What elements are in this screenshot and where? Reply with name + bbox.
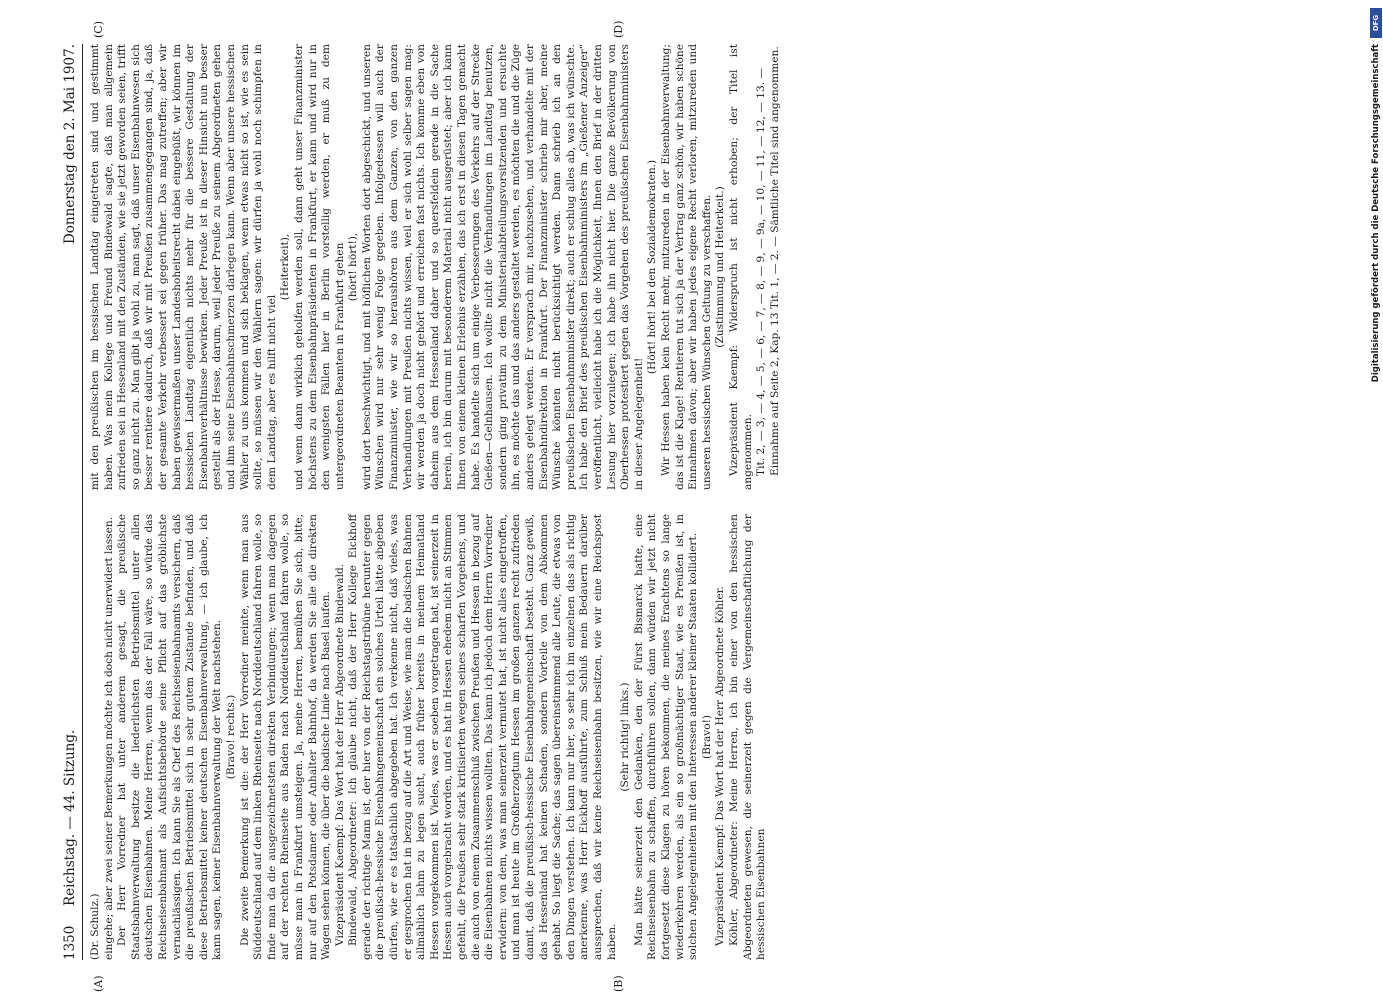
margin-mark-d: (D) <box>612 20 625 38</box>
digitization-note: Digitalisierung gefördert durch die Deutsche Forschungsgemeinschaft <box>1371 44 1381 383</box>
interjection: (Bravo! rechts.) <box>224 694 237 780</box>
left-column <box>89 514 782 960</box>
paragraph: Man hätte seinerzeit den Gedanken, den der Fürst Bismarck hatte, eine Reichseisenbahn zu schaffen, durchführen sollen, dann würden wir jetzt nicht fortgesetzt diese Klagen zu hören bekommen, die meines Erachtens so lange wiederkehren werden, als ein so großmächtiger Staat, wie es Preußen ist, in solchen Angelegenheiten mit den Interessen anderer kleiner Staaten kollidiert. <box>632 514 700 960</box>
paragraph: und wenn dann wirklich geholfen werden soll, dann geht unser Finanzminister höchstens zu dem Eisenbahnpräsidenten in Frankfurt, er kann und wird nur in den wenigsten Fällen hier in Berlin vorstellig werden, er muß zu dem untergeordneten Beamten in Frankfurt gehen <box>292 44 346 490</box>
paragraph: Köhler, Abgeordneter: Meine Herren, ich bin einer von den hessischen Abgeordneten gewesen, die seinerzeit gegen die Vergemeinschaftlichung der hessischen Eisenbahnen <box>727 514 768 960</box>
paragraph: Bindewald, Abgeordneter: Ich glaube nicht, daß der Herr Kollege Eickhoff gerade der richtige Mann ist, der hier von der Reichstagstribüne herunter gegen die preußisch-hessische Eisenbahngemeinschaft ein solches Urteil hätte abgeben dürfen, wie er es tatsächlich abgegeben hat. Ich verkenne nicht, daß vieles, was er gesprochen hat in bezug auf die Art und Weise, wie man die badischen Bahnen allmählich lahm zu legen sucht, auch früher bereits in meinem Heimatland Hessen vorgekommen ist. Vieles, was er soeben vorgetragen hat, ist seinerzeit in Hessen auch vorgebracht worden, und es hat in Hessen ehedem nicht an Stimmen gefehlt, die Preußen sehr stark kritisierten wegen seines scharfen Vorgehens, und die auch von einem Zusammenschluß zwischen Preußen und Hessen in bezug auf die Eisenbahnen nichts wissen wollten. Das kann ich jedoch dem Herrn Vorredner erwidern: von dem, was man seinerzeit vermutet hat, ist nicht alles eingetroffen, und man ist heute im Großherzogtum Hessen im großen ganzen recht zufrieden damit, daß die preußisch-hessische Eisenbahngemeinschaft besteht. Ganz gewiß, das Hessenland hat keinen Schaden, sondern Vorteile von dem Abkommen gehabt. So liegt die Sache; das sagen übereinstimmend alle Leute, die etwas von den Dingen verstehen. Ich kann nur hier, so sehr ich im einzelnen das als richtig anerkenne, was Herr Eickhoff ausführte, zum Schluß mein Bedauern darüber aussprechen, daß wir keine Reichseisenbahn besitzen, wie wir eine Reichspost haben. <box>347 514 618 960</box>
interjection: (Hört! hört! bei den Sozialdemokraten.) <box>646 159 659 375</box>
digitization-strip <box>1370 8 1382 992</box>
paragraph: Vizepräsident Kaempf: Das Wort hat der Herr Abgeordnete Köhler. <box>714 586 727 946</box>
interjection: (hört! hört!), <box>347 232 360 302</box>
paragraph: eingehe; aber zwei seiner Bemerkungen möchte ich doch nicht unerwidert lassen. <box>102 516 115 960</box>
paragraph: (Dr. Schulz.) <box>89 893 101 960</box>
interjection: (Bravo!) <box>700 714 713 760</box>
interjection: (Sehr richtig! links.) <box>619 682 632 792</box>
header-rule <box>82 44 83 960</box>
header-right-title: Donnerstag den 2. Mai 1907. <box>62 44 78 245</box>
paragraph: Vizepräsident Kaempf: Widerspruch ist nicht erhoben; der Titel ist angenommen. <box>727 44 754 490</box>
paragraph: Wir Hessen haben kein Recht mehr, mitzureden in der Eisenbahnverwaltung; das ist die Klage! Rentieren tut sich ja der Vertrag ganz schön, wir haben schöne Einnahmen davon; aber wir haben jedes eigene Recht verloren, mitzureden und unseren hessischen Wünschen Geltung zu verschaffen. <box>659 44 713 490</box>
paragraph: Tit. 2, — 3, — 4, — 5, — 6, — 7, — 8, — 9, — 9a, — 10, — 11, — 12, — 13. — <box>755 67 768 476</box>
dfg-logo: DFG <box>1370 8 1382 38</box>
text-columns <box>89 44 782 960</box>
margin-mark-a: (A) <box>92 975 105 992</box>
margin-mark-b: (B) <box>612 975 625 992</box>
interjection: (Zustimmung und Heiterkeit.) <box>714 186 727 348</box>
paragraph: Vizepräsident Kaempf: Das Wort hat der Herr Abgeordnete Bindewald. <box>333 563 346 946</box>
paragraph: Die zweite Bemerkung ist die: der Herr Vorredner meinte, wenn man aus Süddeutschland auf dem linken Rheinseite nach Norddeutschland fahren wolle, so finde man da die ausgezeichnetsten direkten Verbindungen; wenn man dagegen auf der rechten Rheinseite aus Baden nach Norddeutschland fahren wolle, so müsse man in Frankfurt umsteigen. Ja, meine Herren, bemühen Sie sich, bitte, nur auf den Potsdamer oder Anhalter Bahnhof, da werden Sie alle die direkten Wagen sehen können, die über die badische Linie nach Basel laufen. <box>238 514 333 960</box>
paragraph: wird dort beschwichtigt, und mit höflichen Worten dort abgeschickt, und unseren Wünschen wird nur sehr wenig Folge gegeben. Infolgedessen will auch der Finanzminister, wie wir so heraushören aus dem Ganzen, von den ganzen Verhandlungen mit Preußen nichts wissen, weil er sich wohl selber sagen mag: wir werden ja doch nicht gehört und erreichen fast nichts. Ich komme eben von daheim aus dem Hessenland daher und so quersfeldein gerade in die Sache herein, ich bin darum mit besonderem Material nicht ausgerüstet; aber ich kann Ihnen von einem kleinen Erlebnis erzählen, das ich erst in diesen Tagen gemacht habe. Es handelte sich um einige Verbesserungen des Verkehrs auf der Strecke Gießen—Gelnhausen. Ich wollte nicht die Verhandlungen im Landtag benutzen, sondern ging privatim zu dem Ministerialabteilungsvorsitzenden und ersuchte ihn, es möchte das und das anders gestaltet werden, es möchten die und die Züge anders gelegt werden. Er versprach mir, nachzusehen, und verhandelte mit der Eisenbahndirektion in Frankfurt. Der Finanzminister schrieb mir aber, meine Wünsche könnten nicht berücksichtigt werden. Dann schrieb ich an den preußischen Eisenbahnminister direkt; auch er schlug alles ab, was ich wünschte. Ich habe den Brief des preußischen Eisenbahnministers im „Gießener Anzeiger“ veröffentlicht, vielleicht habe ich die Möglichkeit, Ihnen den Brief in der dritten Lesung hier vorzulegen; ich habe ihn nicht hier. Die ganze Bevölkerung von Oberhessen protestiert gegen das Vorgehen des preußischen Eisenbahnministers in dieser Angelegenheit! <box>360 44 645 490</box>
margin-mark-c: (C) <box>92 21 105 38</box>
running-header <box>62 44 79 960</box>
page-number: 1350 <box>62 925 78 960</box>
paragraph: Einnahme auf Seite 2, Kap. 13 Tit. 1, — 2. — Sämtliche Titel sind angenommen. <box>768 46 781 476</box>
paragraph: Der Herr Vorredner hat unter anderem gesagt, die preußische Staatsbahnverwaltung besitze die liederlichsten Betriebsmittel unter allen deutschen Eisenbahnen. Meine Herren, wenn das der Fall wäre, so würde das Reichseisenbahnamt als Aufsichtsbehörde seine Pflicht auf das gröblichste vernachlässigen. Ich kann Sie als Chef des Reichseisenbahnamts versichern, daß die preußischen Betriebsmittel sich in sehr gutem Zustande befinden, und daß diese Betriebsmittel keiner deutschen Eisenbahnverwaltung, — ich glaube, ich kann sagen, keiner Eisenbahnverwaltung der Welt nachstehen. <box>116 514 224 960</box>
interjection: (Heiterkeit), <box>279 233 292 301</box>
paragraph: mit den preußischen im hessischen Landtag eingetreten sind und gestimmt haben. Was mein Kollege und Freund Bindewald sagte, daß man allgemein zufrieden sei in Hessenland mit den Zuständen, wie sie jetzt geworden seien, trifft so ganz nicht zu. Man gibt ja wohl zu, man sagt, daß unser Eisenbahnwesen sich besser rentiere dadurch, daß wir mit Preußen zusammengegangen sind, ja, daß der gesamte Verkehr verbessert sei gegen früher. Das mag zutreffen; aber wir haben gewissermaßen unser Landeshoheitsrecht dabei eingebüßt, wir können im hessischen Landtag eigentlich nichts mehr für die bessere Gestaltung der Eisenbahnverhältnisse bewirken. Jeder Preuße ist in dieser Hinsicht nun besser gestellt als der Hesse, darum, weil jeder Preuße zu seinem Abgeordneten gehen und ihm seine Eisenbahnschmerzen darlegen kann. Wenn aber unsere hessischen Wähler zu uns kommen und sich beklagen, wenn etwas nicht so ist, wie es sein sollte, so müssen wir den Wählern sagen: wir dürfen ja wohl noch schimpfen in dem Landtag, aber es hilft nicht viel <box>89 44 278 490</box>
header-left-title: Reichstag. — 44. Sitzung. <box>62 729 78 906</box>
right-column <box>89 44 782 490</box>
